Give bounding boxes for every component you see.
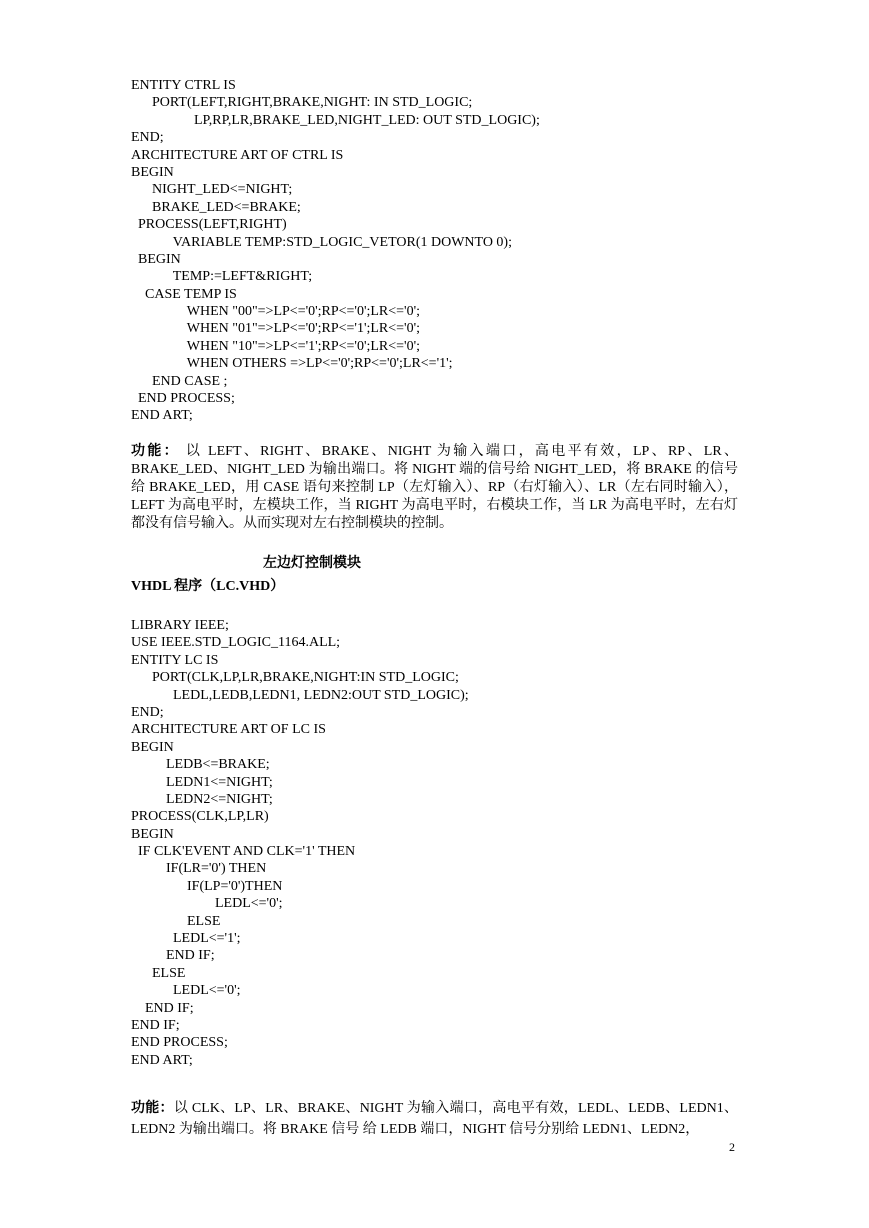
- code-line: ENTITY CTRL IS: [131, 78, 236, 93]
- code-line: LEDL<='0';: [131, 983, 241, 999]
- code-line: IF CLK'EVENT AND CLK='1' THEN: [131, 844, 356, 860]
- code-line: LEDB<=BRAKE;: [131, 757, 270, 773]
- code-line: LEDL<='1';: [131, 931, 241, 947]
- code-line: PORT(LEFT,RIGHT,BRAKE,NIGHT: IN STD_LOGIC;: [131, 95, 473, 111]
- code-line: END IF;: [131, 1000, 194, 1016]
- code-line: CASE TEMP IS: [131, 286, 237, 302]
- program-title: VHDL 程序（LC.VHD）: [131, 579, 285, 594]
- code-line: END IF;: [131, 948, 215, 964]
- code-line: BRAKE_LED<=BRAKE;: [131, 199, 301, 215]
- code-line: VARIABLE TEMP:STD_LOGIC_VETOR(1 DOWNTO 0);: [131, 234, 512, 250]
- code-block-lc: [131, 617, 469, 1069]
- code-line: LEDN1<=NIGHT;: [131, 774, 273, 790]
- code-line: BEGIN: [131, 739, 174, 755]
- code-line: ELSE: [131, 913, 221, 929]
- code-line: IF(LR='0') THEN: [131, 861, 267, 877]
- code-line: USE IEEE.STD_LOGIC_1164.ALL;: [131, 635, 341, 651]
- code-line: END PROCESS;: [131, 391, 235, 407]
- section-title: 左边灯控制模块: [263, 556, 361, 571]
- function-description-lc: [131, 1098, 738, 1140]
- code-line: END PROCESS;: [131, 1035, 228, 1051]
- code-line: LEDN2<=NIGHT;: [131, 791, 273, 807]
- code-line: IF(LP='0')THEN: [131, 878, 283, 894]
- function-description-ctrl: [131, 443, 738, 533]
- code-line: ELSE: [131, 965, 186, 981]
- code-line: END ART;: [131, 1052, 193, 1068]
- code-line: BEGIN: [131, 164, 174, 180]
- page-number: 2: [729, 1140, 735, 1154]
- code-line: END ART;: [131, 408, 193, 424]
- code-line: END IF;: [131, 1017, 180, 1033]
- function-text: 以 LEFT、RIGHT、BRAKE、NIGHT 为输入端口，高电平有效，LP、RP、LR、BRAKE_LED、NIGHT_LED 为输出端口。将 NIGHT 端的信号给 NIGHT_LED，将 BRAKE 的信号给 BRAKE_LED，用 CASE 语句来控制 LP（左灯输入）、RP（右灯输入）、LR（左右同时输入），LEFT 为高电平时，左模块工作，当 RIGHT 为高电平时，右模块工作，当 LR 为高电平时，左右灯都没有信号输入。从而实现对左右控制模块的控制。: [131, 444, 739, 531]
- code-line: END;: [131, 130, 164, 146]
- code-line: TEMP:=LEFT&RIGHT;: [131, 269, 313, 285]
- code-line: PORT(CLK,LP,LR,BRAKE,NIGHT:IN STD_LOGIC;: [131, 670, 459, 686]
- code-line: NIGHT_LED<=NIGHT;: [131, 182, 293, 198]
- code-line: LEDL,LEDB,LEDN1, LEDN2:OUT STD_LOGIC);: [131, 687, 469, 703]
- code-line: WHEN "00"=>LP<='0';RP<='0';LR<='0';: [131, 304, 420, 320]
- code-line: END;: [131, 704, 164, 720]
- code-line: PROCESS(LEFT,RIGHT): [131, 217, 287, 233]
- code-line: END CASE ;: [131, 373, 228, 389]
- code-line: BEGIN: [131, 826, 174, 842]
- code-line: LIBRARY IEEE;: [131, 618, 229, 633]
- code-line: WHEN "01"=>LP<='0';RP<='1';LR<='0';: [131, 321, 420, 337]
- function-label: 功能：: [131, 444, 181, 459]
- code-line: ENTITY LC IS: [131, 652, 219, 668]
- code-line: LEDL<='0';: [131, 896, 283, 912]
- code-line: LP,RP,LR,BRAKE_LED,NIGHT_LED: OUT STD_LOGIC);: [131, 112, 540, 128]
- code-line: ARCHITECTURE ART OF CTRL IS: [131, 147, 344, 163]
- code-block-ctrl: [131, 77, 540, 425]
- code-line: WHEN "10"=>LP<='1';RP<='0';LR<='0';: [131, 338, 420, 354]
- code-line: ARCHITECTURE ART OF LC IS: [131, 722, 326, 738]
- code-line: WHEN OTHERS =>LP<='0';RP<='0';LR<='1';: [131, 356, 453, 372]
- code-line: BEGIN: [131, 251, 181, 267]
- code-line: PROCESS(CLK,LP,LR): [131, 809, 269, 825]
- function-label: 功能：: [131, 1101, 174, 1116]
- function-text: 以 CLK、LP、LR、BRAKE、NIGHT 为输入端口，高电平有效，LEDL、LEDB、LEDN1、LEDN2 为输出端口。将 BRAKE 信号 给 LEDB 端口，NIGHT 信号分别给 LEDN1、LEDN2，: [131, 1101, 738, 1137]
